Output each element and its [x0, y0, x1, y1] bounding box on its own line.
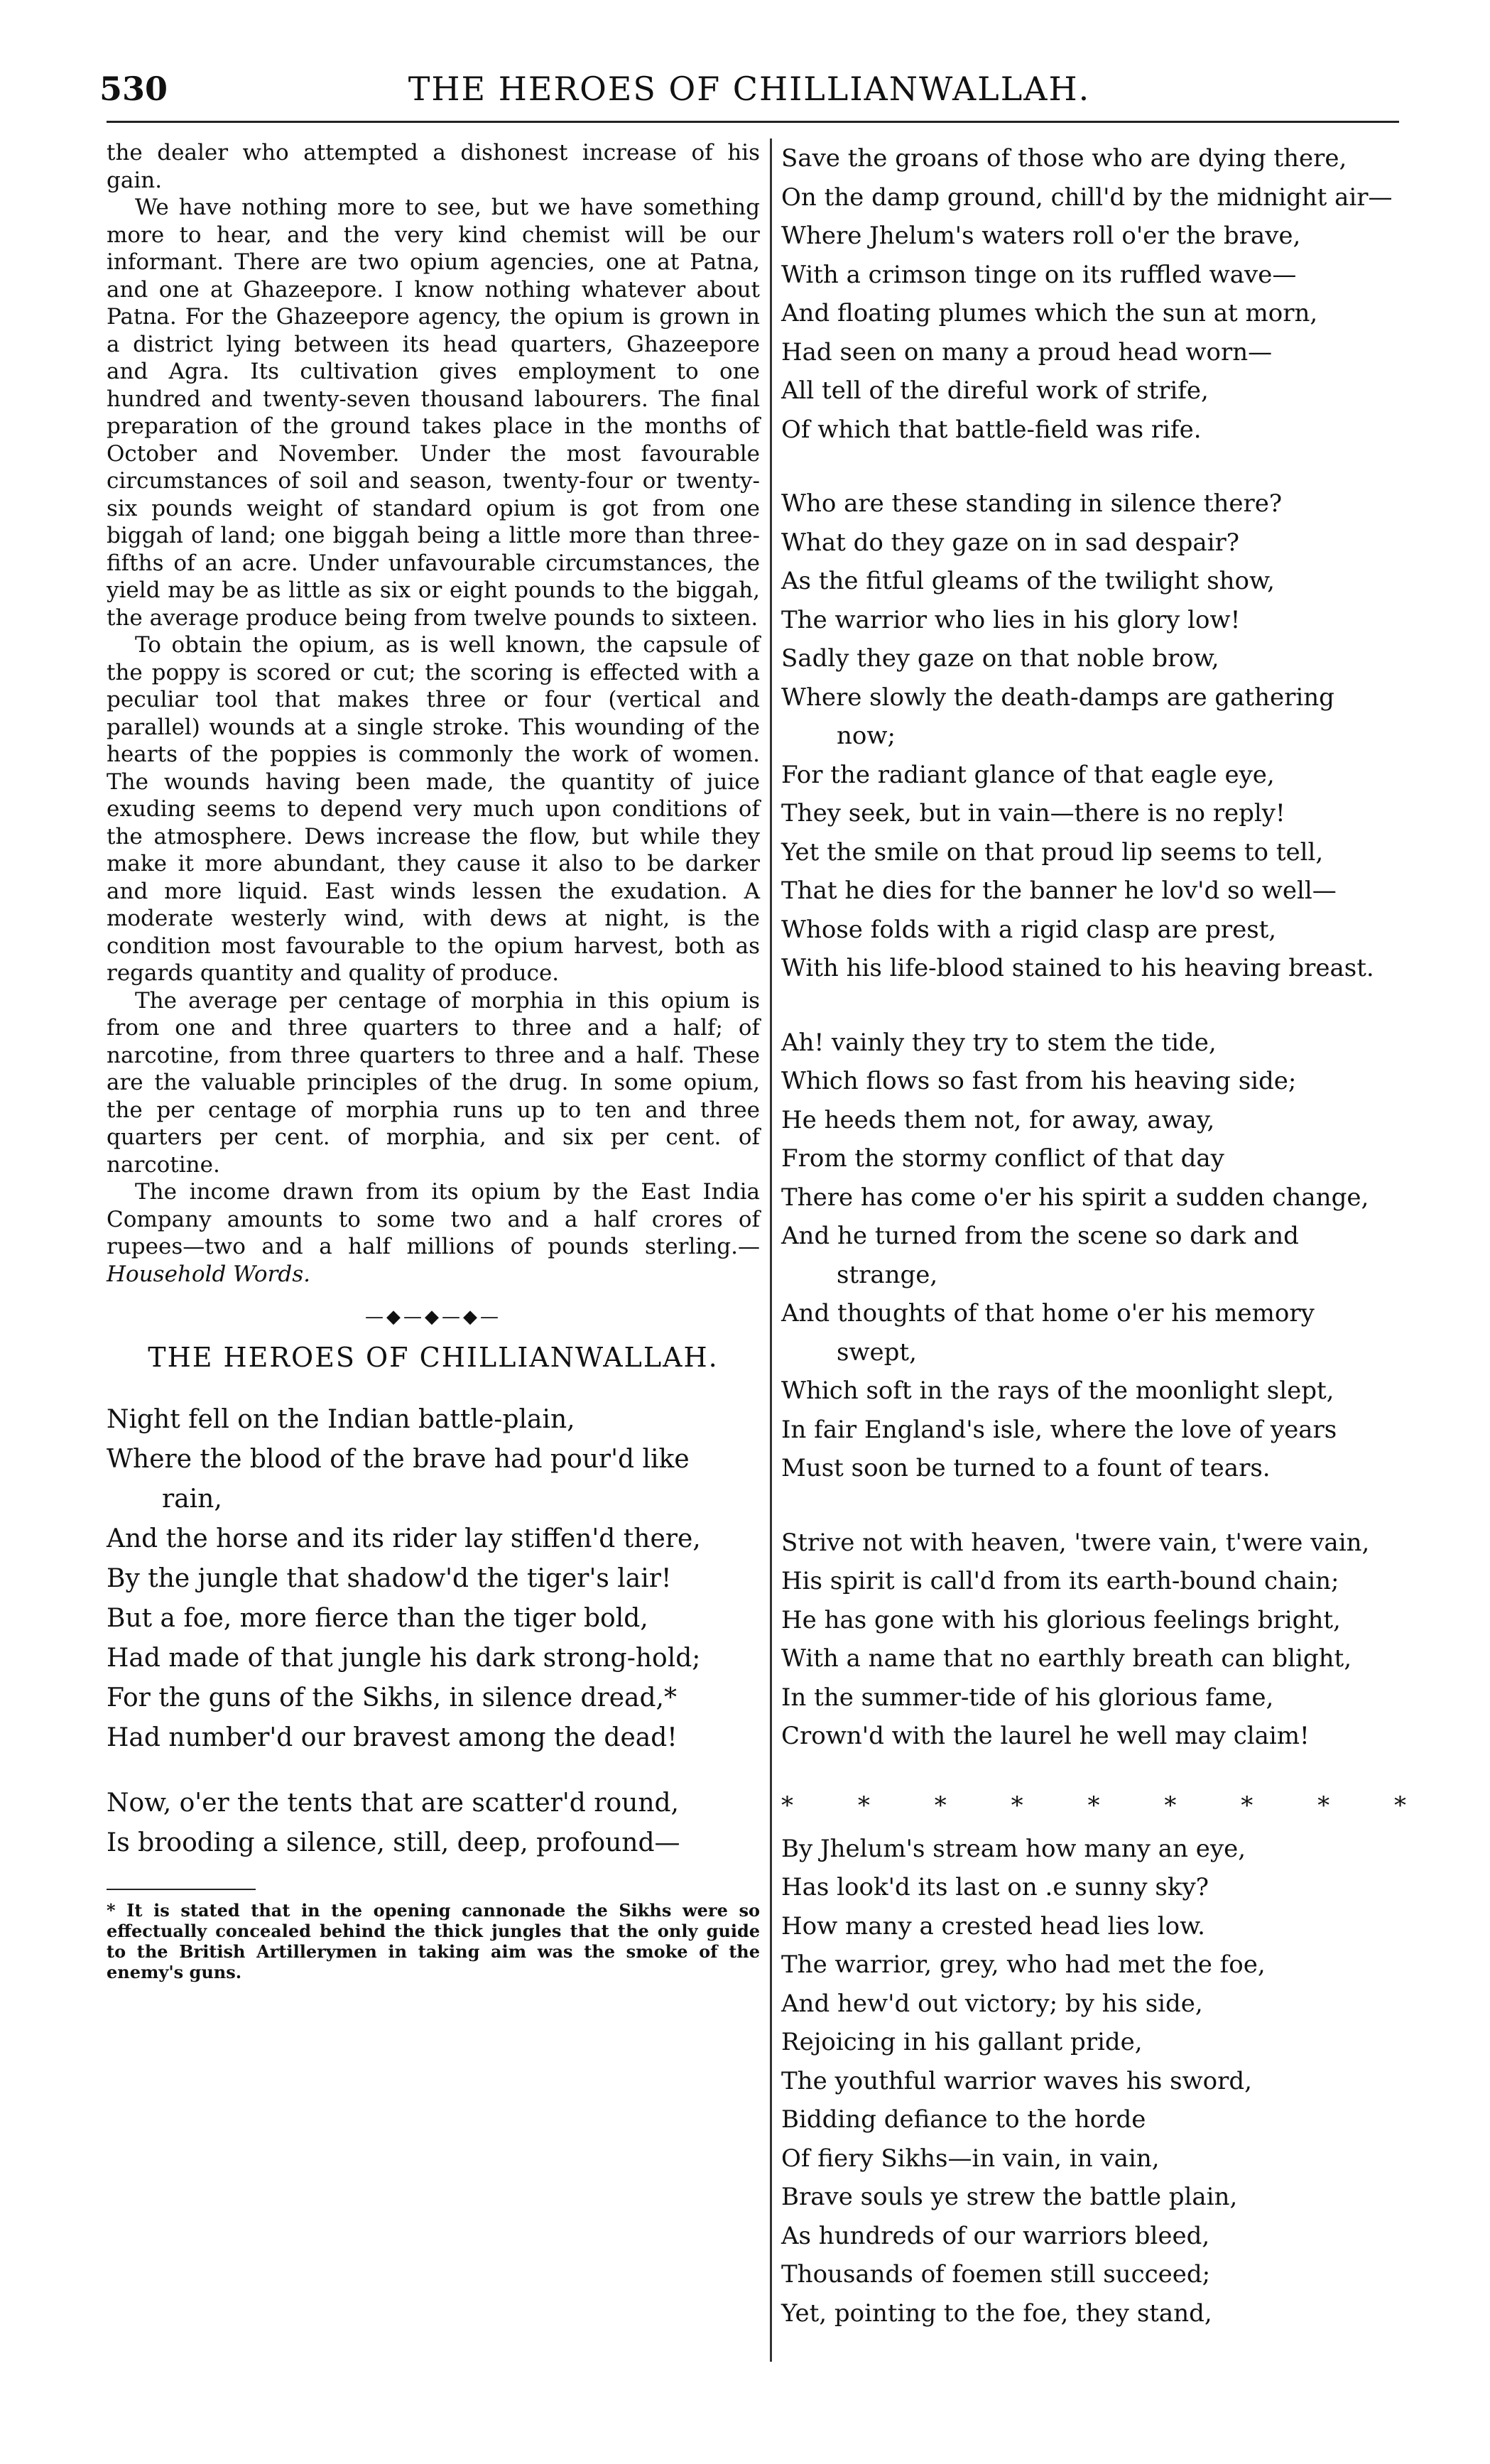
poem-line: The warrior, grey, who had met the foe, — [781, 1950, 1266, 1979]
poem-line: On the damp ground, chill'd by the midnight air— — [781, 183, 1393, 212]
asterisk: * — [1011, 1791, 1023, 1820]
poem-line: Who are these standing in silence there? — [781, 489, 1283, 518]
poem-line: From the stormy conflict of that day — [781, 1144, 1224, 1173]
poem-line: Which flows so fast from his heaving side; — [781, 1067, 1297, 1095]
paragraph-text: We have nothing more to see, but we have something more to hear, and the very kind chemist will be our informant. There are two opium agencies, one at Patna, and one at Ghazeepore. I know nothing whatever about Patna. For the Ghazeepore agency, the opium is grown in a district lying between its head quarters, Ghazeepore and Agra. Its cultivation gives employment to one hundred and twenty-seven thousand labourers. The final preparation of the ground takes place in the months of October and November. Under the most favourable circumstances of soil and season, twenty-four or twenty-six pounds weight of standard opium is got from one biggah of land; one biggah being a little more than three-fifths of an acre. Under unfavourable circumstances, the yield may be as little as six or eight pounds to the biggah, the average produce being from twelve pounds to sixteen. — [107, 195, 760, 631]
paragraph — [107, 194, 760, 631]
poem-opening — [107, 1400, 760, 1863]
poem-line: And hew'd out victory; by his side, — [781, 1989, 1203, 2018]
section-ornament: —◆—◆—◆— — [365, 1306, 501, 1328]
stanza — [107, 1784, 760, 1863]
poem-line: Had made of that jungle his dark strong-hold; — [107, 1644, 701, 1673]
stanza — [781, 139, 1406, 449]
poem-line: He heeds them not, for away, away, — [781, 1105, 1215, 1134]
paragraph — [107, 1178, 760, 1288]
article-text — [107, 139, 760, 1288]
poem-line: Had number'd our bravest among the dead! — [107, 1723, 678, 1752]
poem-line: By Jhelum's stream how many an eye, — [781, 1834, 1246, 1863]
asterisk: * — [1087, 1791, 1100, 1820]
poem-final-stanza — [781, 1830, 1406, 2333]
poem-line: As the fitful gleams of the twilight show, — [781, 567, 1275, 595]
poem-line: swept, — [837, 1337, 917, 1367]
poem-line: With a name that no earthly breath can blight, — [781, 1644, 1352, 1673]
poem-line: Had seen on many a proud head worn— — [781, 337, 1273, 367]
paragraph — [107, 987, 760, 1179]
poem-line: strange, — [837, 1260, 938, 1289]
poem-line: Sadly they gaze on that noble brow, — [781, 644, 1219, 673]
poem-line: The youthful warrior waves his sword, — [781, 2066, 1252, 2095]
asterisk: * — [857, 1791, 870, 1820]
poem-line: In fair England's isle, where the love of years — [781, 1415, 1337, 1444]
paragraph-text: To obtain the opium, as is well known, the capsule of the poppy is scored or cut; the scoring is effected with a peculiar tool that makes three or four (vertical and parallel) wounds at a single stroke. This wounding of the hearts of the poppies is commonly the work of women. The wounds having been made, the quantity of juice exuding seems to depend very much upon conditions of the atmosphere. Dews increase the flow, but while they make it more abundant, they cause it also to be darker and more liquid. East winds lessen the exudation. A moderate westerly wind, with dews at night, is the condition most favourable to the opium harvest, both as regards quantity and quality of produce. — [107, 632, 760, 986]
paragraph-text: the dealer who attempted a dishonest increase of his gain. — [107, 140, 760, 193]
left-column — [107, 139, 760, 1982]
paragraph — [107, 631, 760, 987]
asterisk: * — [1241, 1791, 1254, 1820]
poem-line: By the jungle that shadow'd the tiger's lair! — [107, 1564, 672, 1593]
poem-line: What do they gaze on in sad despair? — [781, 528, 1239, 557]
page-header — [99, 63, 1399, 119]
poem-line: rain, — [162, 1485, 222, 1514]
poem-line: But a foe, more fierce than the tiger bold, — [107, 1604, 648, 1633]
poem-line: Must soon be turned to a fount of tears. — [781, 1454, 1271, 1482]
poem-line: Which soft in the rays of the moonlight slept, — [781, 1377, 1334, 1405]
running-head: THE HEROES OF CHILLIANWALLAH. — [408, 70, 1091, 108]
footnote-rule — [107, 1889, 256, 1890]
poem-line: Yet the smile on that proud lip seems to tell, — [781, 837, 1324, 867]
page-number: 530 — [99, 70, 168, 108]
stanza — [781, 1024, 1406, 1488]
poem-line: All tell of the direful work of strife, — [781, 376, 1209, 405]
poem-line: With a crimson tinge on its ruffled wave— — [781, 260, 1297, 289]
poem-line: Thousands of foemen still succeed; — [781, 2260, 1211, 2289]
asterism-divider — [781, 1791, 1406, 1820]
poem-line: Has look'd its last on .e sunny sky? — [781, 1873, 1209, 1901]
poem-line: Whose folds with a rigid clasp are prest, — [781, 915, 1277, 944]
poem-line: Ah! vainly they try to stem the tide, — [781, 1028, 1217, 1057]
poem-line: And thoughts of that home o'er his memory — [781, 1299, 1315, 1328]
poem-line: How many a crested head lies low. — [781, 1911, 1205, 1941]
asterisk: * — [1317, 1791, 1330, 1820]
poem-line: Rejoicing in his gallant pride, — [781, 2028, 1143, 2056]
poem-continuation — [781, 139, 1406, 1756]
stanza — [107, 1400, 760, 1758]
header-rule — [107, 121, 1399, 123]
footnote: * It is stated that in the opening cannonade the Sikhs were so effectually concealed behind the thick jungles that the only guide to the British Artillerymen in taking aim was the smoke of the enemy's guns. — [107, 1900, 760, 1982]
poem-line: now; — [837, 722, 896, 750]
poem-line: For the guns of the Sikhs, in silence dread,* — [107, 1683, 678, 1713]
poem-line: Now, o'er the tents that are scatter'd round, — [107, 1789, 679, 1818]
poem-line: Where slowly the death-damps are gathering — [781, 683, 1334, 712]
poem-line: With his life-blood stained to his heaving breast. — [781, 954, 1374, 982]
poem-line: And the horse and its rider lay stiffen'd there, — [107, 1524, 701, 1553]
poem-line: Crown'd with the laurel he well may claim! — [781, 1722, 1310, 1750]
poem-line: And floating plumes which the sun at morn, — [781, 299, 1318, 327]
poem-line: Save the groans of those who are dying there, — [781, 144, 1347, 173]
poem-line: Brave souls ye strew the battle plain, — [781, 2183, 1238, 2211]
asterisk: * — [934, 1791, 947, 1820]
poem-line: In the summer-tide of his glorious fame, — [781, 1683, 1274, 1712]
poem-line: Where the blood of the brave had pour'd like — [107, 1445, 690, 1474]
poem-line: There has come o'er his spirit a sudden change, — [781, 1183, 1369, 1212]
poem-line: They seek, but in vain—there is no reply! — [781, 799, 1285, 827]
paragraph-text: The average per centage of morphia in this opium is from one and three quarters to three and a half; of narcotine, from three quarters to three and a half. These are the valuable principles of the drug. In some opium, the per centage of morphia runs up to ten and three quarters per cent. of morphia, and six per cent. of narcotine. — [107, 987, 760, 1178]
poem-line: Of which that battle-field was rife. — [781, 415, 1202, 444]
asterisk: * — [1394, 1791, 1406, 1820]
asterisk: * — [781, 1791, 793, 1820]
poem-line: Yet, pointing to the foe, they stand, — [781, 2299, 1212, 2328]
column-divider — [770, 139, 772, 2362]
poem-line: Is brooding a silence, still, deep, profound— — [107, 1828, 680, 1857]
poem-line: As hundreds of our warriors bleed, — [781, 2221, 1210, 2250]
poem-line: Bidding defiance to the horde — [781, 2105, 1146, 2134]
poem-line: Of fiery Sikhs—in vain, in vain, — [781, 2144, 1160, 2173]
stanza — [781, 484, 1406, 988]
poem-line: Night fell on the Indian battle-plain, — [107, 1405, 575, 1434]
poem-line: And he turned from the scene so dark and — [781, 1222, 1299, 1250]
poem-title: THE HEROES OF CHILLIANWALLAH. — [148, 1342, 719, 1373]
source-attribution: Household Words. — [107, 1261, 311, 1287]
asterisk: * — [1164, 1791, 1177, 1820]
paragraph-text: The income drawn from its opium by the East India Company amounts to some two and a half crores of rupees—two and a half millions of pounds sterling.— — [107, 1179, 760, 1259]
poem-line: That he dies for the banner he lov'd so well— — [781, 876, 1337, 905]
stanza — [781, 1524, 1406, 1756]
poem-line: He has gone with his glorious feelings bright, — [781, 1605, 1341, 1634]
poem-line: The warrior who lies in his glory low! — [781, 605, 1241, 634]
poem-line: Where Jhelum's waters roll o'er the brave, — [781, 222, 1301, 250]
poem-line: His spirit is call'd from its earth-bound chain; — [781, 1567, 1339, 1595]
poem-line: For the radiant glance of that eagle eye, — [781, 760, 1275, 789]
right-column — [781, 139, 1406, 2333]
poem-line: Strive not with heaven, 'twere vain, t'were vain, — [781, 1528, 1370, 1557]
paragraph — [107, 139, 760, 194]
